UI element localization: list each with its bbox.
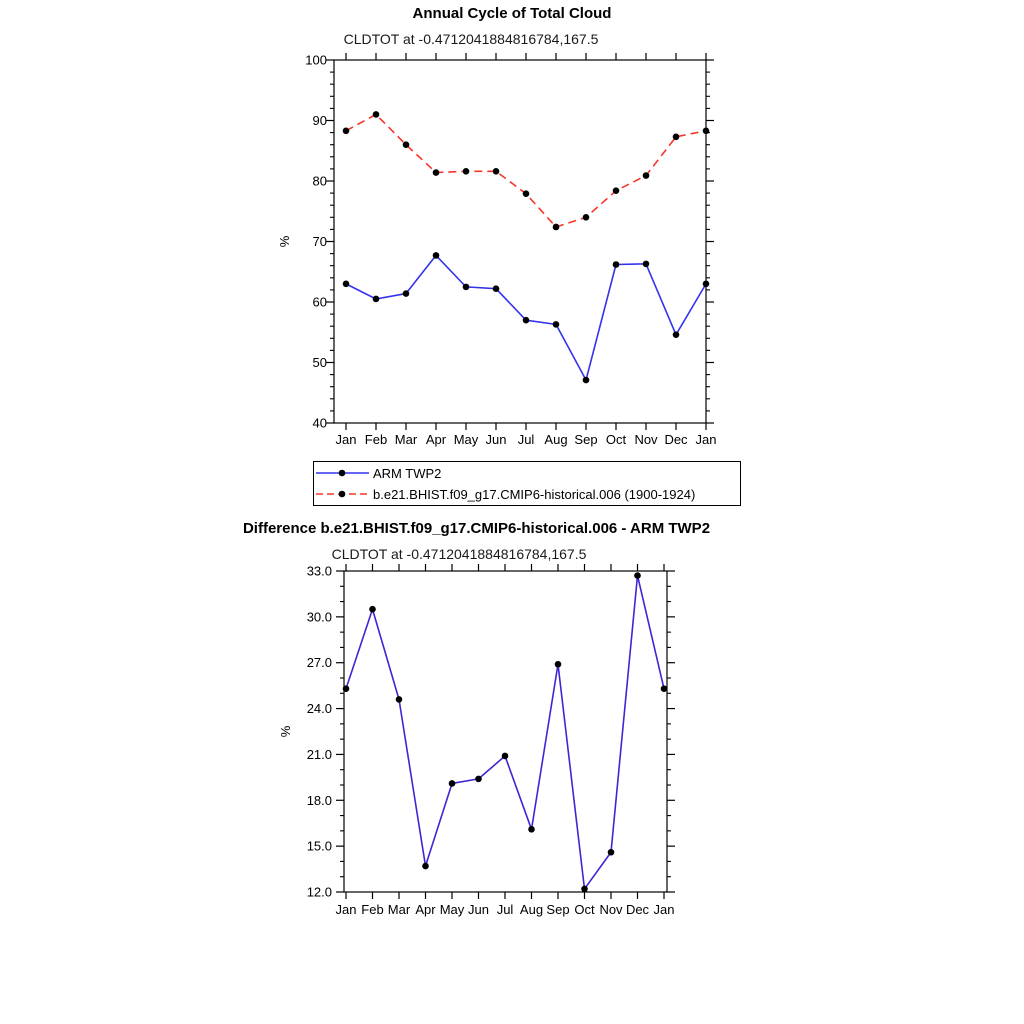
y-axis-label: % — [278, 725, 293, 738]
y-tick-label: 15.0 — [306, 838, 332, 854]
data-point-marker — [343, 127, 350, 134]
legend-line-sample-solid-blue — [316, 467, 369, 479]
plot-2 — [278, 564, 675, 918]
month-label: Dec — [625, 902, 650, 917]
legend-sample-marker — [339, 470, 346, 477]
y-tick-label: 100 — [305, 52, 327, 68]
data-point-marker — [553, 321, 560, 328]
data-point-marker — [463, 284, 470, 291]
legend-item-arm-twp2 — [314, 463, 740, 484]
y-tick-label: 12.0 — [306, 884, 332, 900]
month-label: Sep — [546, 902, 570, 917]
month-label: Apr — [415, 902, 436, 917]
data-point-marker — [463, 168, 470, 175]
data-point-marker — [475, 776, 482, 783]
y-tick-label: 18.0 — [306, 792, 332, 808]
month-label: Jul — [517, 432, 535, 447]
data-point-marker — [553, 224, 560, 231]
y-tick-label: 80 — [312, 173, 327, 189]
month-label: Jan — [335, 432, 357, 447]
data-point-marker — [703, 281, 710, 288]
month-label: Feb — [361, 902, 384, 917]
data-point-marker — [422, 863, 429, 870]
plot-frame — [344, 571, 667, 892]
data-point-marker — [703, 127, 710, 134]
month-label: May — [453, 432, 479, 447]
month-label: Jun — [485, 432, 507, 447]
data-point-marker — [373, 111, 380, 118]
y-tick-label: 90 — [312, 113, 327, 128]
month-label: Jul — [496, 902, 514, 917]
series-line-1 — [346, 576, 664, 889]
data-point-marker — [613, 187, 620, 194]
legend-item-model — [314, 484, 740, 505]
data-point-marker — [403, 290, 410, 297]
data-point-marker — [493, 285, 500, 292]
series-line-2 — [346, 114, 706, 227]
data-point-marker — [373, 296, 380, 303]
month-label: Jan — [695, 432, 717, 447]
data-point-marker — [528, 826, 535, 833]
data-point-marker — [613, 261, 620, 268]
legend-label-arm-twp2: ARM TWP2 — [373, 465, 442, 481]
data-point-marker — [449, 780, 456, 787]
data-point-marker — [555, 661, 562, 668]
y-tick-label: 40 — [312, 415, 327, 431]
month-label: Dec — [664, 432, 688, 447]
y-tick-label: 60 — [312, 294, 327, 310]
data-point-marker — [643, 261, 650, 268]
month-label: Sep — [574, 432, 598, 447]
month-label: Apr — [425, 432, 447, 447]
chart1-title: Annual Cycle of Total Cloud — [412, 5, 612, 22]
data-point-marker — [343, 685, 350, 692]
data-point-marker — [634, 572, 641, 579]
month-label: Jan — [653, 902, 675, 917]
month-label: Feb — [364, 432, 388, 447]
month-label: Oct — [605, 432, 627, 447]
legend-line-sample-dashed-red — [316, 488, 369, 500]
data-point-marker — [583, 214, 590, 221]
y-tick-label: 24.0 — [306, 701, 332, 717]
month-label: Aug — [544, 432, 568, 447]
data-point-marker — [369, 606, 376, 613]
data-point-marker — [673, 134, 680, 141]
data-point-marker — [661, 685, 668, 692]
legend-sample-marker — [339, 491, 346, 498]
data-point-marker — [493, 168, 500, 175]
data-point-marker — [523, 317, 530, 324]
month-label: Jan — [335, 902, 357, 917]
data-point-marker — [643, 172, 650, 179]
month-label: Mar — [394, 432, 418, 447]
data-point-marker — [502, 753, 509, 760]
chart2-title: Difference b.e21.BHIST.f09_g17.CMIP6-historical.006 - ARM TWP2 — [242, 520, 711, 537]
y-tick-label: 70 — [312, 234, 327, 249]
data-point-marker — [608, 849, 615, 856]
y-tick-label: 27.0 — [306, 655, 332, 671]
plot-1 — [277, 53, 716, 448]
data-point-marker — [583, 377, 590, 384]
data-point-marker — [396, 696, 403, 703]
chart2-subtitle: CLDTOT at -0.4712041884816784,167.5 — [331, 546, 587, 562]
month-label: Aug — [519, 902, 544, 917]
chart1-subtitle: CLDTOT at -0.4712041884816784,167.5 — [343, 31, 599, 47]
month-label: May — [439, 902, 465, 917]
y-axis-label: % — [277, 235, 292, 248]
data-point-marker — [673, 331, 680, 338]
plot-frame — [334, 60, 706, 423]
y-tick-label: 21.0 — [306, 746, 332, 762]
y-tick-label: 50 — [312, 355, 327, 370]
y-tick-label: 30.0 — [306, 609, 332, 625]
data-point-marker — [523, 190, 530, 197]
y-tick-label: 33.0 — [306, 563, 332, 579]
legend-label-model: b.e21.BHIST.f09_g17.CMIP6-historical.006 (1900-1924) — [373, 486, 696, 502]
month-label: Nov — [634, 432, 658, 447]
month-label: Oct — [574, 902, 595, 917]
data-point-marker — [403, 141, 410, 148]
month-label: Jun — [468, 902, 489, 917]
month-label: Nov — [599, 902, 623, 917]
month-label: Mar — [387, 902, 411, 917]
data-point-marker — [433, 169, 440, 176]
data-point-marker — [433, 252, 440, 259]
data-point-marker — [343, 281, 350, 288]
data-point-marker — [581, 886, 588, 893]
legend-box — [313, 461, 741, 506]
